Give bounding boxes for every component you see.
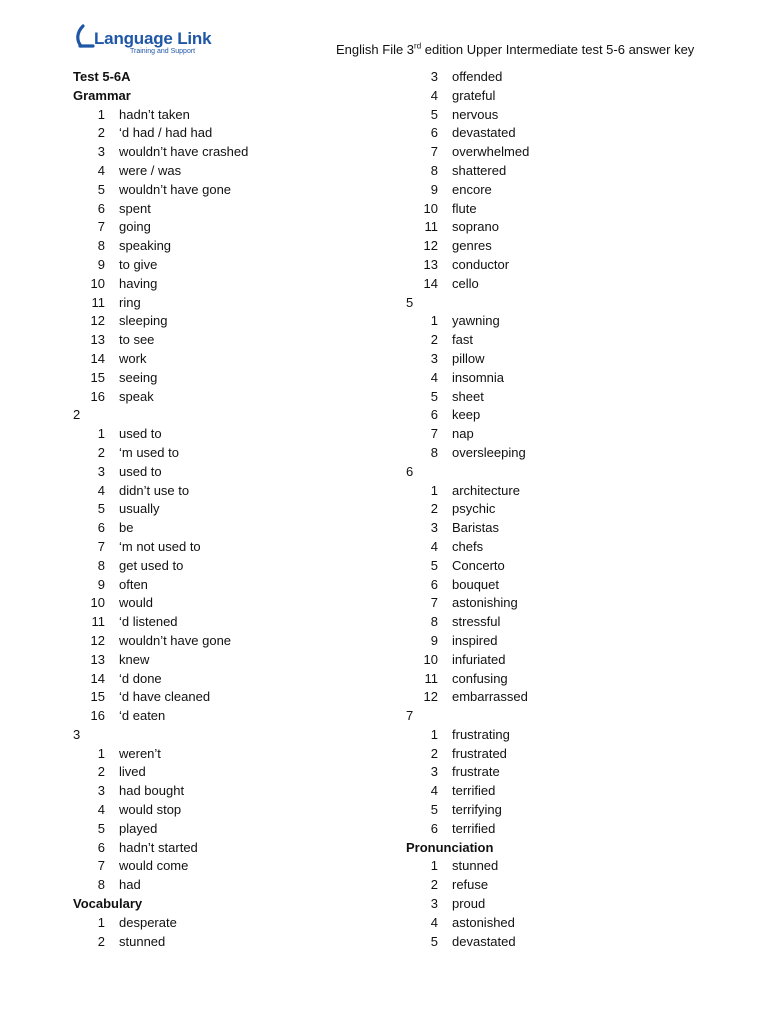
answer-item [73, 200, 373, 219]
language-link-logo-icon [74, 24, 96, 50]
answer-number: 5 [97, 181, 105, 197]
answer-item [406, 218, 706, 237]
answer-number: 5 [430, 933, 438, 949]
answer-text: were / was [119, 162, 182, 178]
answer-number: 2 [430, 745, 438, 761]
answer-number: 3 [430, 350, 438, 366]
answer-item [406, 594, 706, 613]
left-column [73, 68, 373, 951]
answer-text: ‘d had / had had [119, 125, 213, 141]
answer-text: terrified [452, 783, 496, 799]
answer-text: wouldn’t have crashed [119, 144, 249, 160]
answer-number: 5 [97, 820, 105, 836]
answer-number: 7 [97, 219, 105, 235]
answer-text: often [119, 576, 148, 592]
answer-number: 1 [97, 745, 105, 761]
answer-number: 2 [97, 125, 105, 141]
answer-number: 4 [97, 162, 105, 178]
answer-text: frustrating [452, 726, 510, 742]
answer-number: 1 [430, 482, 438, 498]
answer-text: keep [452, 407, 481, 423]
answer-text: yawning [452, 313, 500, 329]
answer-number: 14 [423, 275, 438, 291]
answer-text: wouldn’t have gone [119, 181, 232, 197]
answer-item [406, 632, 706, 651]
answer-text: sleeping [119, 313, 168, 329]
answer-item [73, 820, 373, 839]
company-logo [74, 24, 214, 58]
answer-text: had bought [119, 783, 185, 799]
answer-number: 11 [91, 294, 105, 310]
answer-item [73, 143, 373, 162]
answer-item [406, 256, 706, 275]
answer-number: 6 [430, 576, 438, 592]
answer-text: would stop [119, 802, 182, 818]
answer-number: 13 [90, 651, 105, 667]
answer-text: offended [452, 69, 503, 84]
answer-text: shattered [452, 162, 507, 178]
answer-item [406, 200, 706, 219]
answer-number: 10 [90, 595, 105, 611]
answer-number: 4 [430, 87, 438, 103]
answer-item [73, 444, 373, 463]
answer-number: 1 [97, 914, 105, 930]
answer-text: bouquet [452, 576, 499, 592]
answer-text: ‘m used to [119, 444, 179, 460]
answer-item [73, 688, 373, 707]
section-heading: Vocabulary [73, 896, 143, 912]
answer-number: 10 [423, 200, 438, 216]
answer-item [73, 162, 373, 181]
answer-item [406, 895, 706, 914]
answer-text: infuriated [452, 651, 506, 667]
answer-number: 13 [90, 332, 105, 348]
answer-item [406, 331, 706, 350]
answer-number: 15 [90, 369, 105, 385]
answer-number: 5 [430, 802, 438, 818]
section-number: 2 [73, 407, 81, 423]
answer-text: having [119, 275, 158, 291]
answer-number: 12 [423, 238, 438, 254]
answer-number: 2 [97, 764, 105, 780]
answer-text: work [119, 350, 147, 366]
answer-item [73, 632, 373, 651]
answer-number: 8 [430, 614, 438, 630]
answer-number: 2 [430, 332, 438, 348]
answer-text: hadn’t started [119, 839, 198, 855]
answer-item [73, 839, 373, 858]
section-number: 5 [406, 294, 414, 310]
answer-item [406, 388, 706, 407]
answer-text: proud [452, 896, 486, 912]
answer-item [406, 444, 706, 463]
answer-number: 1 [97, 106, 105, 122]
answer-number: 6 [430, 820, 438, 836]
answer-item [406, 519, 706, 538]
answer-text: psychic [452, 501, 496, 517]
document-title [336, 42, 694, 57]
answer-item [73, 181, 373, 200]
answer-number: 5 [430, 388, 438, 404]
section-number: 3 [73, 726, 81, 742]
answer-number: 5 [430, 557, 438, 573]
answer-number: 8 [430, 444, 438, 460]
answer-text: stunned [119, 933, 166, 949]
answer-text: genres [452, 238, 492, 254]
answer-text: going [119, 219, 151, 235]
section-heading: Grammar [73, 87, 131, 103]
answer-item [73, 237, 373, 256]
title-superscript: rd [414, 41, 422, 51]
answer-number: 14 [90, 350, 105, 366]
answer-number: 1 [430, 726, 438, 742]
answer-item [406, 482, 706, 501]
answer-item [73, 876, 373, 895]
answer-item [406, 369, 706, 388]
answer-item [73, 576, 373, 595]
answer-item [73, 331, 373, 350]
answer-number: 2 [97, 933, 105, 949]
answer-text: devastated [452, 125, 516, 141]
answer-text: flute [452, 200, 477, 216]
answer-item [406, 312, 706, 331]
title-text-pre: English File 3 [336, 42, 415, 57]
answer-number: 1 [97, 426, 105, 442]
answer-text: ‘d have cleaned [119, 689, 211, 705]
answer-text: weren’t [119, 745, 161, 761]
answer-item [406, 914, 706, 933]
answer-text: would come [119, 858, 189, 874]
answer-item [73, 557, 373, 576]
section-number: 7 [406, 708, 414, 724]
answer-item [73, 425, 373, 444]
answer-item [73, 519, 373, 538]
answer-item [73, 801, 373, 820]
answer-item [406, 425, 706, 444]
answer-text: astonished [452, 914, 515, 930]
answer-item [73, 275, 373, 294]
answer-text: confusing [452, 670, 508, 686]
answer-number: 12 [423, 689, 438, 705]
answer-item [406, 820, 706, 839]
answer-number: 14 [90, 670, 105, 686]
answer-item [406, 237, 706, 256]
answer-item [73, 613, 373, 632]
answer-text: frustrated [452, 745, 507, 761]
answer-item [406, 124, 706, 143]
answer-item [406, 726, 706, 745]
answer-text: ‘d eaten [119, 708, 166, 724]
answer-text: Baristas [452, 520, 499, 536]
answer-text: overwhelmed [452, 144, 530, 160]
answer-text: soprano [452, 219, 499, 235]
answer-item [73, 500, 373, 519]
answer-number: 10 [423, 651, 438, 667]
section-number: 6 [406, 463, 414, 479]
answer-text: insomnia [452, 369, 505, 385]
answer-text: terrifying [452, 802, 502, 818]
answer-text: architecture [452, 482, 520, 498]
answer-text: to see [119, 332, 155, 348]
answer-text: encore [452, 181, 492, 197]
answer-number: 9 [430, 632, 438, 648]
answer-number: 9 [97, 256, 105, 272]
answer-number: 11 [91, 614, 105, 630]
answer-text: nervous [452, 106, 499, 122]
answer-number: 16 [90, 708, 105, 724]
answer-number: 9 [97, 576, 105, 592]
answer-item [73, 312, 373, 331]
answer-item [73, 651, 373, 670]
answer-number: 13 [423, 256, 438, 272]
answer-number: 6 [97, 839, 105, 855]
answer-number: 6 [97, 200, 105, 216]
answer-text: didn’t use to [119, 482, 190, 498]
answer-item [73, 256, 373, 275]
answer-number: 5 [97, 501, 105, 517]
answer-number: 12 [90, 313, 105, 329]
answer-item [406, 68, 706, 87]
answer-number: 4 [430, 783, 438, 799]
answer-item [406, 350, 706, 369]
answer-item [406, 143, 706, 162]
answer-item [406, 181, 706, 200]
answer-number: 6 [430, 125, 438, 141]
answer-item [406, 557, 706, 576]
answer-item [73, 763, 373, 782]
answer-text: stressful [452, 614, 501, 630]
answer-text: knew [119, 651, 150, 667]
answer-item [406, 782, 706, 801]
answer-item [406, 576, 706, 595]
answer-text: ‘m not used to [119, 538, 201, 554]
answer-item [73, 482, 373, 501]
answer-text: hadn’t taken [119, 106, 190, 122]
answer-item [73, 218, 373, 237]
answer-number: 7 [430, 144, 438, 160]
answer-number: 5 [430, 106, 438, 122]
answer-text: devastated [452, 933, 516, 949]
answer-item [406, 275, 706, 294]
answer-item [73, 388, 373, 407]
answer-number: 12 [90, 632, 105, 648]
logo-tagline: Training and Support [130, 48, 196, 55]
answer-number: 1 [430, 313, 438, 329]
answer-text: inspired [452, 632, 498, 648]
answer-text: speaking [119, 238, 172, 254]
answer-number: 3 [430, 520, 438, 536]
answer-number: 2 [97, 444, 105, 460]
answer-number: 3 [430, 69, 438, 84]
answer-text: be [119, 520, 134, 536]
answer-number: 4 [97, 802, 105, 818]
answer-number: 3 [430, 764, 438, 780]
answer-item [406, 87, 706, 106]
answer-item [406, 106, 706, 125]
answer-item [73, 745, 373, 764]
answer-item [406, 763, 706, 782]
answer-text: wouldn’t have gone [119, 632, 232, 648]
answer-text: terrified [452, 820, 496, 836]
answer-number: 8 [97, 557, 105, 573]
answer-item [73, 294, 373, 313]
answer-text: astonishing [452, 595, 518, 611]
answer-text: fast [452, 332, 473, 348]
answer-item [406, 538, 706, 557]
answer-item [73, 594, 373, 613]
answer-item [406, 933, 706, 952]
answer-text: cello [452, 275, 479, 291]
answer-number: 2 [430, 877, 438, 893]
answer-item [73, 463, 373, 482]
answer-item [406, 670, 706, 689]
answer-item [73, 782, 373, 801]
answer-number: 4 [430, 914, 438, 930]
answer-number: 4 [430, 369, 438, 385]
answer-text: Concerto [452, 557, 505, 573]
answer-number: 7 [97, 538, 105, 554]
right-column [406, 68, 706, 951]
answer-number: 3 [97, 144, 105, 160]
answer-text: chefs [452, 538, 484, 554]
answer-text: desperate [119, 914, 177, 930]
answer-text: ‘d done [119, 670, 162, 686]
answer-text: oversleeping [452, 444, 526, 460]
answer-text: refuse [452, 877, 489, 893]
answer-number: 8 [97, 238, 105, 254]
answer-text: nap [452, 426, 474, 442]
section-heading: Test 5-6A [73, 69, 131, 84]
answer-text: would [119, 595, 153, 611]
answer-number: 7 [430, 426, 438, 442]
answer-item [73, 933, 373, 952]
answer-item [406, 857, 706, 876]
answer-item [73, 350, 373, 369]
section-heading: Pronunciation [406, 839, 494, 855]
answer-number: 7 [430, 595, 438, 611]
answer-number: 8 [97, 877, 105, 893]
answer-text: embarrassed [452, 689, 528, 705]
answer-item [73, 369, 373, 388]
answer-text: frustrate [452, 764, 500, 780]
answer-item [73, 914, 373, 933]
answer-text: pillow [452, 350, 485, 366]
answer-item [406, 406, 706, 425]
answer-item [406, 651, 706, 670]
answer-number: 1 [430, 858, 438, 874]
answer-number: 2 [430, 501, 438, 517]
answer-number: 3 [97, 463, 105, 479]
answer-number: 7 [97, 858, 105, 874]
answer-number: 6 [97, 520, 105, 536]
answer-text: ring [119, 294, 141, 310]
answer-number: 9 [430, 181, 438, 197]
answer-item [73, 538, 373, 557]
answer-text: lived [119, 764, 146, 780]
title-text-post: edition Upper Intermediate test 5-6 answer key [421, 42, 695, 57]
answer-number: 3 [97, 783, 105, 799]
answer-number: 16 [90, 388, 105, 404]
answer-number: 11 [424, 670, 438, 686]
answer-item [73, 670, 373, 689]
answer-number: 8 [430, 162, 438, 178]
answer-item [73, 124, 373, 143]
answer-number: 4 [97, 482, 105, 498]
answer-text: spent [119, 200, 151, 216]
answer-number: 6 [430, 407, 438, 423]
answer-number: 10 [90, 275, 105, 291]
answer-text: used to [119, 426, 162, 442]
answer-number: 11 [424, 219, 438, 235]
answer-item [406, 876, 706, 895]
answer-text: sheet [452, 388, 484, 404]
answer-item [73, 106, 373, 125]
answer-text: used to [119, 463, 162, 479]
answer-text: grateful [452, 87, 496, 103]
answer-text: to give [119, 256, 158, 272]
answer-item [406, 801, 706, 820]
answer-item [73, 707, 373, 726]
answer-item [406, 688, 706, 707]
answer-text: had [119, 877, 141, 893]
answer-text: seeing [119, 369, 158, 385]
answer-number: 15 [90, 689, 105, 705]
logo-name: Language Link [94, 29, 212, 48]
answer-text: get used to [119, 557, 184, 573]
answer-item [406, 500, 706, 519]
answer-text: played [119, 820, 158, 836]
answer-item [406, 613, 706, 632]
answer-item [73, 857, 373, 876]
answer-number: 4 [430, 538, 438, 554]
answer-text: stunned [452, 858, 499, 874]
answer-text: ‘d listened [119, 614, 178, 630]
answer-item [406, 162, 706, 181]
answer-text: usually [119, 501, 160, 517]
answer-text: conductor [452, 256, 510, 272]
answer-text: speak [119, 388, 154, 404]
answer-number: 3 [430, 896, 438, 912]
answer-item [406, 745, 706, 764]
